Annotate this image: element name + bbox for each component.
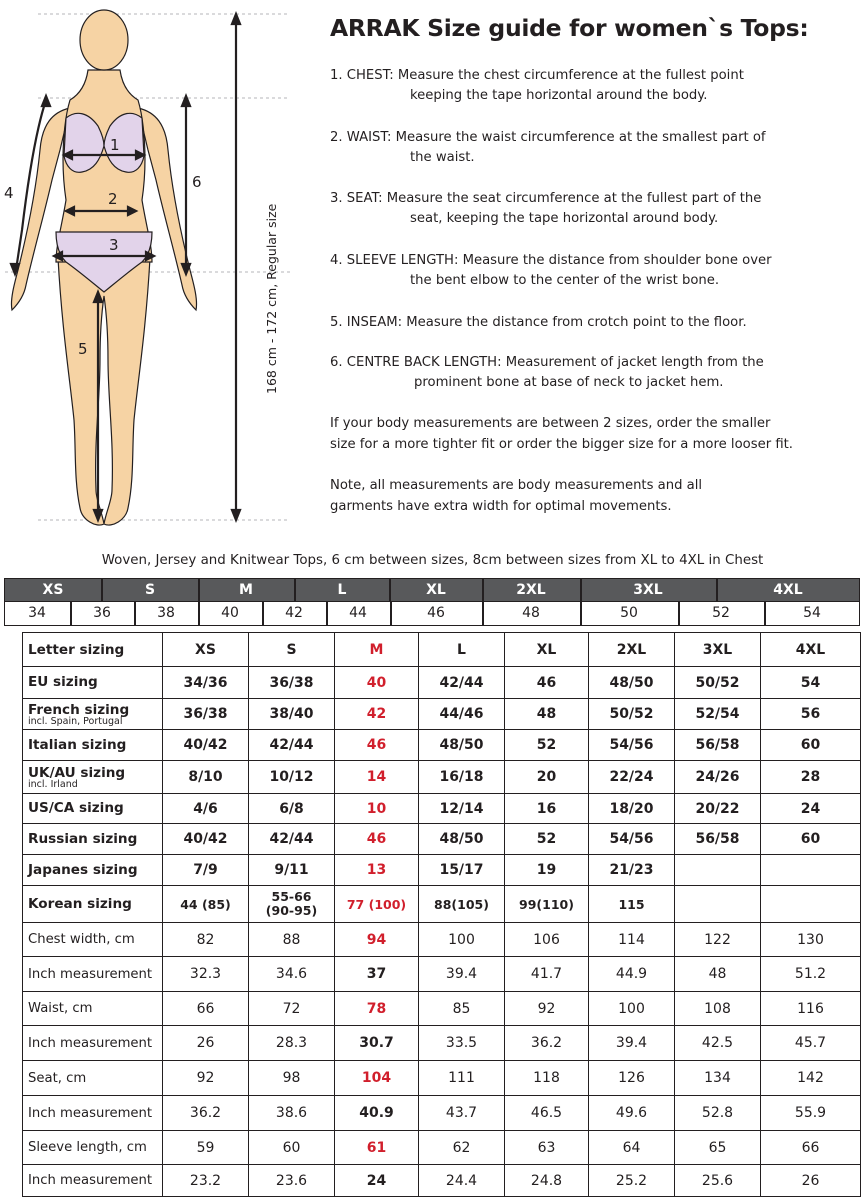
measurement-cell: 122	[675, 923, 761, 957]
measurement-cell: 126	[589, 1061, 675, 1096]
page-title: ARRAK Size guide for women`s Tops:	[330, 14, 809, 42]
table-cell: 52	[505, 730, 589, 761]
row-label	[23, 730, 163, 761]
note-line: If your body measurements are between 2 sizes, order the smaller	[330, 416, 771, 431]
column-header: XS	[163, 633, 249, 667]
measurement-cell: 34.6	[249, 957, 335, 992]
instruction-line: prominent bone at base of neck to jacket hem.	[414, 375, 724, 390]
table-cell: 20/22	[675, 794, 761, 824]
strip-number: 38	[157, 605, 175, 621]
measurement-row	[23, 923, 861, 957]
measurement-cell: 98	[249, 1061, 335, 1096]
measurement-cell: 82	[163, 923, 249, 957]
table-cell: 60	[761, 824, 861, 855]
row-label: Waist, cm	[23, 992, 163, 1026]
strip-size: M	[239, 582, 253, 598]
table-cell: 46	[505, 667, 589, 699]
measurement-cell: 40.9	[335, 1096, 419, 1131]
measurement-cell: 94	[335, 923, 419, 957]
measurement-cell: 44.9	[589, 957, 675, 992]
table-cell: 10/12	[249, 761, 335, 794]
row-label	[23, 855, 163, 886]
strip-size: S	[144, 582, 156, 598]
row-label: Chest width, cm	[23, 923, 163, 957]
table-cell: 21/23	[589, 855, 675, 886]
table-row	[23, 886, 861, 923]
measurement-cell: 26	[761, 1165, 861, 1197]
measurement-cell: 24	[335, 1165, 419, 1197]
measurement-row	[23, 1061, 861, 1096]
column-header: S	[249, 633, 335, 667]
table-cell: 36/38	[249, 667, 335, 699]
measurement-cell: 92	[163, 1061, 249, 1096]
body-figure-illustration	[0, 0, 320, 545]
table-cell: 52/54	[675, 699, 761, 730]
strip-number: 46	[427, 605, 445, 621]
table-cell: 42	[335, 699, 419, 730]
table-cell: 13	[335, 855, 419, 886]
row-label-text: Russian sizing	[28, 830, 138, 847]
strip-size: 3XL	[633, 582, 663, 598]
measurement-cell: 23.6	[249, 1165, 335, 1197]
row-label: Inch measurement	[23, 1026, 163, 1061]
measurement-cell: 28.3	[249, 1026, 335, 1061]
measurement-cell: 72	[249, 992, 335, 1026]
table-cell: 46	[335, 730, 419, 761]
size-conversion-table	[22, 632, 861, 1197]
table-row	[23, 824, 861, 855]
instruction-chest	[330, 66, 744, 106]
table-row	[23, 761, 861, 794]
table-cell: 12/14	[419, 794, 505, 824]
strip-size: XS	[42, 582, 64, 598]
table-row	[23, 667, 861, 699]
measurement-cell: 55.9	[761, 1096, 861, 1131]
instruction-back-length	[330, 353, 764, 393]
instruction-seat	[330, 189, 761, 229]
table-cell: 56/58	[675, 824, 761, 855]
measurement-cell: 61	[335, 1131, 419, 1165]
row-label	[23, 794, 163, 824]
note-body-measurements	[330, 476, 702, 517]
instruction-line: the waist.	[410, 150, 475, 165]
measurement-cell: 26	[163, 1026, 249, 1061]
measurement-cell: 118	[505, 1061, 589, 1096]
row-label: Inch measurement	[23, 1165, 163, 1197]
measurement-cell: 60	[249, 1131, 335, 1165]
table-cell: 34/36	[163, 667, 249, 699]
table-cell: 44 (85)	[163, 886, 249, 923]
table-cell: 22/24	[589, 761, 675, 794]
table-row	[23, 794, 861, 824]
row-label	[23, 886, 163, 923]
instruction-line: 1. CHEST: Measure the chest circumference at the fullest point	[330, 68, 744, 83]
row-label: Seat, cm	[23, 1061, 163, 1096]
marker-chest: 1	[110, 136, 120, 154]
strip-size: XL	[426, 582, 446, 598]
table-cell: 54/56	[589, 824, 675, 855]
measurement-cell: 45.7	[761, 1026, 861, 1061]
measurement-cell: 32.3	[163, 957, 249, 992]
table-cell: 48/50	[589, 667, 675, 699]
table-cell: 56	[761, 699, 861, 730]
table-cell: 20	[505, 761, 589, 794]
table-cell: 52	[505, 824, 589, 855]
measurement-cell: 85	[419, 992, 505, 1026]
row-label-text: US/CA sizing	[28, 800, 124, 816]
table-cell: 42/44	[249, 730, 335, 761]
measurement-cell: 49.6	[589, 1096, 675, 1131]
table-cell: 7/9	[163, 855, 249, 886]
measurement-cell: 64	[589, 1131, 675, 1165]
marker-waist: 2	[108, 190, 118, 208]
measurement-cell: 24.4	[419, 1165, 505, 1197]
measurement-cell: 36.2	[163, 1096, 249, 1131]
table-cell: 88(105)	[419, 886, 505, 923]
instruction-inseam	[330, 313, 747, 333]
table-header-row	[23, 633, 861, 667]
measurement-cell: 130	[761, 923, 861, 957]
row-label	[23, 824, 163, 855]
note-between-sizes	[330, 414, 793, 455]
table-cell: 14	[335, 761, 419, 794]
column-header: 3XL	[675, 633, 761, 667]
table-cell: 28	[761, 761, 861, 794]
measurement-cell: 52.8	[675, 1096, 761, 1131]
column-header: 4XL	[761, 633, 861, 667]
measurement-cell: 39.4	[419, 957, 505, 992]
measurement-cell: 39.4	[589, 1026, 675, 1061]
table-cell: 36/38	[163, 699, 249, 730]
table-cell	[761, 855, 861, 886]
instruction-line: 3. SEAT: Measure the seat circumference at the fullest part of the	[330, 191, 762, 206]
row-label: Inch measurement	[23, 1096, 163, 1131]
measurement-cell: 100	[419, 923, 505, 957]
marker-inseam: 5	[78, 340, 88, 358]
measurement-cell: 65	[675, 1131, 761, 1165]
instruction-line: 4. SLEEVE LENGTH: Measure the distance from shoulder bone over	[330, 253, 772, 268]
instruction-line: 6. CENTRE BACK LENGTH: Measurement of jacket length from the	[330, 355, 764, 370]
strip-number: 34	[28, 605, 46, 621]
table-cell: 48/50	[419, 730, 505, 761]
table-cell: 54/56	[589, 730, 675, 761]
instruction-waist	[330, 128, 766, 168]
table-cell: 10	[335, 794, 419, 824]
row-label-text: Japanes sizing	[28, 861, 138, 878]
table-cell: 42/44	[419, 667, 505, 699]
measurement-cell: 43.7	[419, 1096, 505, 1131]
table-cell	[675, 855, 761, 886]
measurement-cell: 33.5	[419, 1026, 505, 1061]
size-strip	[4, 578, 860, 626]
table-cell: 40/42	[163, 824, 249, 855]
instruction-line: 5. INSEAM: Measure the distance from crotch point to the floor.	[330, 315, 747, 330]
measurement-row	[23, 1165, 861, 1197]
measurement-cell: 51.2	[761, 957, 861, 992]
measurement-cell: 142	[761, 1061, 861, 1096]
measurement-cell: 59	[163, 1131, 249, 1165]
marker-back-length: 6	[192, 173, 202, 191]
row-label	[23, 699, 163, 730]
table-cell: 16/18	[419, 761, 505, 794]
table-cell: 19	[505, 855, 589, 886]
row-label: Inch measurement	[23, 957, 163, 992]
table-cell: 54	[761, 667, 861, 699]
marker-sleeve: 4	[4, 184, 14, 202]
measurement-cell: 24.8	[505, 1165, 589, 1197]
table-cell: 18/20	[589, 794, 675, 824]
instruction-sleeve	[330, 251, 772, 291]
strip-size: 2XL	[516, 582, 546, 598]
measurement-cell: 78	[335, 992, 419, 1026]
table-row	[23, 855, 861, 886]
table-cell: 60	[761, 730, 861, 761]
table-subtitle: Woven, Jersey and Knitwear Tops, 6 cm between sizes, 8cm between sizes from XL to 4XL in Chest	[101, 553, 764, 568]
row-label-text: French sizing	[28, 701, 130, 718]
table-row	[23, 699, 861, 730]
row-label: Letter sizing	[23, 633, 163, 667]
measurement-cell: 111	[419, 1061, 505, 1096]
measurement-cell: 38.6	[249, 1096, 335, 1131]
table-cell	[761, 886, 861, 923]
strip-number: 52	[712, 605, 730, 621]
note-line: garments have extra width for optimal movements.	[330, 498, 672, 514]
strip-number: 36	[93, 605, 111, 621]
table-cell	[675, 886, 761, 923]
measurement-cell: 46.5	[505, 1096, 589, 1131]
strip-number: 54	[803, 605, 821, 621]
measurement-row	[23, 1131, 861, 1165]
table-cell: 38/40	[249, 699, 335, 730]
measurement-row	[23, 992, 861, 1026]
table-cell: 24	[761, 794, 861, 824]
measurement-cell: 62	[419, 1131, 505, 1165]
note-line: Note, all measurements are body measurements and all	[330, 478, 703, 493]
table-cell: 50/52	[675, 667, 761, 699]
table-cell: 99(110)	[505, 886, 589, 923]
row-label	[23, 761, 163, 794]
row-label-subtext: incl. Irland	[28, 778, 78, 790]
measurement-cell: 63	[505, 1131, 589, 1165]
table-cell: 16	[505, 794, 589, 824]
table-cell: 42/44	[249, 824, 335, 855]
measurement-cell: 108	[675, 992, 761, 1026]
measurement-cell: 106	[505, 923, 589, 957]
measurement-cell: 66	[163, 992, 249, 1026]
table-cell: 6/8	[249, 794, 335, 824]
column-header: M	[335, 633, 419, 667]
table-cell: 48	[505, 699, 589, 730]
measurement-cell: 30.7	[335, 1026, 419, 1061]
table-cell: 115	[589, 886, 675, 923]
measurement-cell: 23.2	[163, 1165, 249, 1197]
row-label-text: Italian sizing	[28, 736, 127, 753]
measurement-cell: 116	[761, 992, 861, 1026]
marker-seat: 3	[109, 236, 119, 254]
table-cell: 4/6	[163, 794, 249, 824]
strip-size: L	[337, 582, 347, 598]
row-label-subtext: incl. Spain, Portugal	[28, 715, 123, 727]
table-cell: 46	[335, 824, 419, 855]
table-cell: 8/10	[163, 761, 249, 794]
cell-line: (90-95)	[265, 903, 318, 918]
measurement-cell: 25.6	[675, 1165, 761, 1197]
measurement-cell: 66	[761, 1131, 861, 1165]
strip-number: 42	[285, 605, 303, 621]
height-label: 168 cm - 172 cm, Regular size	[264, 203, 279, 394]
strip-number: 50	[620, 605, 638, 621]
table-cell: 77 (100)	[335, 886, 419, 923]
table-cell: 40	[335, 667, 419, 699]
measurement-row	[23, 1026, 861, 1061]
measurement-row	[23, 957, 861, 992]
measurement-cell: 41.7	[505, 957, 589, 992]
measurement-cell: 48	[675, 957, 761, 992]
table-cell	[249, 886, 335, 923]
column-header: 2XL	[589, 633, 675, 667]
row-label	[23, 667, 163, 699]
table-cell: 56/58	[675, 730, 761, 761]
measurement-row	[23, 1096, 861, 1131]
instruction-line: the bent elbow to the center of the wrist bone.	[410, 273, 720, 288]
measurement-cell: 88	[249, 923, 335, 957]
table-cell: 44/46	[419, 699, 505, 730]
table-cell: 9/11	[249, 855, 335, 886]
table-cell: 40/42	[163, 730, 249, 761]
measurement-cell: 25.2	[589, 1165, 675, 1197]
strip-number: 44	[349, 605, 367, 621]
strip-size: 4XL	[773, 582, 803, 598]
note-line: size for a more tighter fit or order the bigger size for a more looser fit.	[330, 436, 793, 452]
column-header: XL	[505, 633, 589, 667]
measurement-cell: 36.2	[505, 1026, 589, 1061]
column-header: L	[419, 633, 505, 667]
table-row	[23, 730, 861, 761]
measurement-cell: 104	[335, 1061, 419, 1096]
measurement-cell: 42.5	[675, 1026, 761, 1061]
measurement-cell: 92	[505, 992, 589, 1026]
table-cell: 50/52	[589, 699, 675, 730]
measurement-cell: 100	[589, 992, 675, 1026]
row-label-text: EU sizing	[28, 674, 98, 690]
instruction-line: seat, keeping the tape horizontal around body.	[410, 211, 719, 226]
measurement-cell: 134	[675, 1061, 761, 1096]
cell-line: 55-66	[271, 889, 312, 904]
instruction-line: 2. WAIST: Measure the waist circumference at the smallest part of	[330, 130, 766, 145]
table-cell: 24/26	[675, 761, 761, 794]
instruction-line: keeping the tape horizontal around the body.	[410, 88, 708, 103]
row-label-text: Korean sizing	[28, 895, 132, 912]
table-cell: 48/50	[419, 824, 505, 855]
strip-number: 40	[221, 605, 239, 621]
strip-number: 48	[522, 605, 540, 621]
measurement-cell: 114	[589, 923, 675, 957]
table-cell: 15/17	[419, 855, 505, 886]
row-label-text: UK/AU sizing	[28, 764, 126, 781]
row-label: Sleeve length, cm	[23, 1131, 163, 1165]
measurement-cell: 37	[335, 957, 419, 992]
